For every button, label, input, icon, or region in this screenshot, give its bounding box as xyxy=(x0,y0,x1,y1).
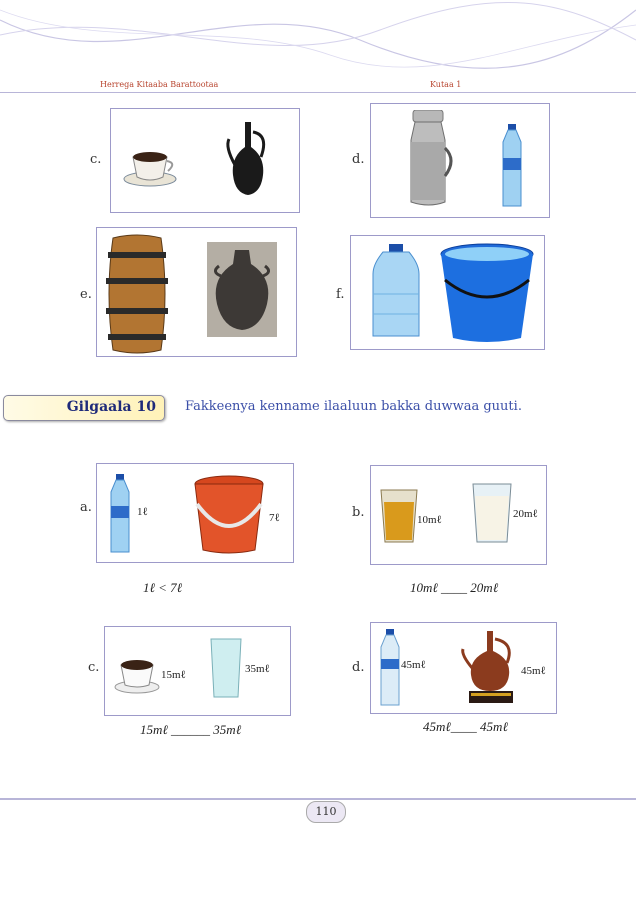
item-box-d xyxy=(370,103,550,218)
item-box-e xyxy=(96,227,297,357)
quantity-label: 10mℓ xyxy=(417,514,442,526)
activity-instruction: Fakkeenya kenname ilaaluun bakka duwwaa guuti. xyxy=(185,399,522,414)
answer-text: 15mℓ ______ 35mℓ xyxy=(140,722,242,737)
header-book-title: Herrega Kitaaba Barattootaa xyxy=(100,80,219,89)
water-bottle-icon xyxy=(499,124,525,209)
wooden-barrel-icon xyxy=(105,234,169,354)
answer-text: 10mℓ ____ 20mℓ xyxy=(410,580,499,595)
jebena-icon xyxy=(459,629,521,705)
exercise-label-b: b. xyxy=(352,505,365,520)
item-label-d: d. xyxy=(352,152,365,167)
water-bottle-icon xyxy=(107,474,133,554)
quantity-label: 15mℓ xyxy=(161,669,186,681)
quantity-label: 7ℓ xyxy=(269,512,280,524)
quantity-label: 35mℓ xyxy=(245,663,270,675)
exercise-label-c: c. xyxy=(88,660,100,675)
coffee-cup-icon xyxy=(123,139,178,189)
red-bucket-icon xyxy=(193,474,265,556)
quantity-label: 45mℓ xyxy=(401,659,426,671)
footer-divider xyxy=(0,798,636,800)
exercise-box-c xyxy=(104,626,291,716)
quantity-label: 20mℓ xyxy=(513,508,538,520)
water-bottle-icon xyxy=(377,629,403,707)
exercise-label-d: d. xyxy=(352,660,365,675)
milk-can-icon xyxy=(399,110,459,210)
tea-glass-icon xyxy=(379,488,419,544)
water-glass-icon xyxy=(209,637,243,699)
milk-glass-icon xyxy=(471,482,513,544)
exercise-label-a: a. xyxy=(80,500,92,515)
item-box-c xyxy=(110,108,300,213)
jebena-icon xyxy=(223,117,273,197)
quantity-label: 45mℓ xyxy=(521,665,546,677)
item-label-e: e. xyxy=(80,287,92,302)
item-label-f: f. xyxy=(336,287,345,302)
item-box-f xyxy=(350,235,545,350)
item-label-c: c. xyxy=(90,152,102,167)
blue-bucket-icon xyxy=(439,240,535,344)
answer-text: 1ℓ < 7ℓ xyxy=(143,580,183,595)
answer-text: 45mℓ____ 45mℓ xyxy=(423,719,508,734)
page-number: 110 xyxy=(306,801,346,823)
water-jug-icon xyxy=(369,244,423,342)
header-wave-decoration xyxy=(0,0,636,90)
exercise-box-b xyxy=(370,465,547,565)
activity-title-banner xyxy=(3,395,165,421)
header-divider xyxy=(0,92,636,93)
coffee-cup-icon xyxy=(113,653,163,695)
header-grade: Kutaa 1 xyxy=(430,80,462,89)
exercise-box-d xyxy=(370,622,557,714)
quantity-label: 1ℓ xyxy=(137,506,148,518)
exercise-box-a xyxy=(96,463,294,563)
clay-pot-icon xyxy=(207,242,277,337)
activity-title: Gilgaala 10 xyxy=(66,399,156,415)
